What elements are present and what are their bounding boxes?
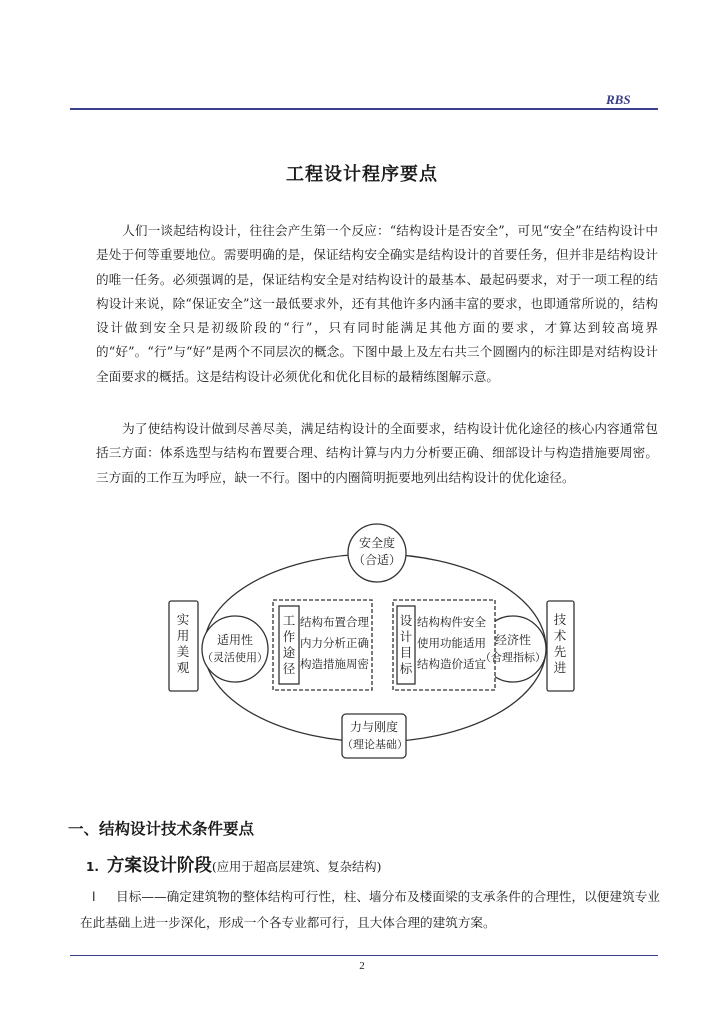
page-number: 2 [359, 960, 365, 972]
intro-paragraph-1-text: 人们一谈起结构设计，往往会产生第一个反应：“结构设计是否安全”，可见“安全”在结构设计中是处于何等重要地位。需要明确的是，保证结构安全确实是结构设计的首要任务，但并非是结构设计的唯一任务。必须强调的是，保证结构安全是对结构设计的最基本、最起码要求，对于一项工程的结构设计来说，除“保证安全”这一最低要求外，还有其他许多内涵丰富的要求，也即通常所说的，结构设计做到安全只是初级阶段的“行”，只有同时能满足其他方面的要求，才算达到较高境界的“好”。“行”与“好”是两个不同层次的概念。下图中最上及左右共三个圆圈内的标注即是对结构设计全面要求的概括。这是结构设计必须优化和优化目标的最精练图解示意。 [96, 223, 658, 384]
work-path-list [300, 612, 372, 675]
work-path-item: 构造措施周密 [300, 657, 369, 671]
section-heading: 一、结构设计技术条件要点 [68, 820, 255, 838]
objective-text: 目标——确定建筑物的整体结构可行性，柱、墙分布及楼面梁的支承条件的合理性，以便建筑专业在此基础上进一步深化，形成一个各专业都可行，且大体合理的建筑方案。 [80, 889, 660, 930]
economy-sub-label: （合理指标） [480, 651, 546, 664]
applicability-label: 适用性 [216, 633, 253, 647]
force-stiffness-box [342, 719, 406, 753]
design-goal-item: 结构构件安全 [417, 615, 486, 629]
document-title: 工程设计程序要点 [286, 164, 438, 185]
objective-paragraph [80, 884, 660, 936]
design-goal-item: 结构造价适宜 [417, 657, 486, 671]
economy-label: 经济性 [494, 633, 531, 647]
work-path-item: 结构布置合理 [300, 615, 369, 629]
intro-paragraph-2 [96, 417, 658, 490]
sub-heading-title: 方案设计阶段 [106, 856, 212, 876]
work-path-label: 工作途径 [282, 613, 296, 676]
design-goal-label: 设计目标 [399, 613, 413, 676]
work-path-item: 内力分析正确 [300, 636, 369, 650]
design-goal-item: 使用功能适用 [417, 636, 486, 650]
design-diagram [160, 522, 590, 774]
force-stiffness-sub-label: （理论基础） [342, 738, 408, 751]
design-goal-list [417, 612, 495, 675]
header-brand: RBS [606, 92, 631, 107]
sub-heading [86, 852, 381, 877]
safety-label: 安全度 [358, 536, 395, 550]
header-rule [70, 108, 658, 110]
bullet-marker: l [92, 889, 96, 904]
sub-heading-number: 1. [86, 860, 99, 874]
applicability-sub-label: （灵活使用） [202, 651, 268, 664]
safety-circle [348, 535, 406, 569]
practical-beauty-box: 实用美观 [176, 612, 190, 675]
footer-rule [70, 955, 658, 956]
intro-paragraph-1 [96, 219, 658, 389]
force-stiffness-label: 力与刚度 [349, 720, 398, 734]
sub-heading-note: (应用于超高层建筑、复杂结构) [211, 860, 382, 874]
intro-paragraph-2-text: 为了使结构设计做到尽善尽美，满足结构设计的全面要求，结构设计优化途径的核心内容通常包括三方面：体系选型与结构布置要合理、结构计算与内力分析要正确、细部设计与构造措施要周密。三方面的工作互为呼应，缺一不行。图中的内圈简明扼要地列出结构设计的优化途径。 [96, 421, 658, 485]
safety-sub-label: （合适） [352, 553, 401, 567]
applicability-circle [200, 632, 270, 666]
advanced-tech-box: 技术先进 [553, 612, 567, 675]
